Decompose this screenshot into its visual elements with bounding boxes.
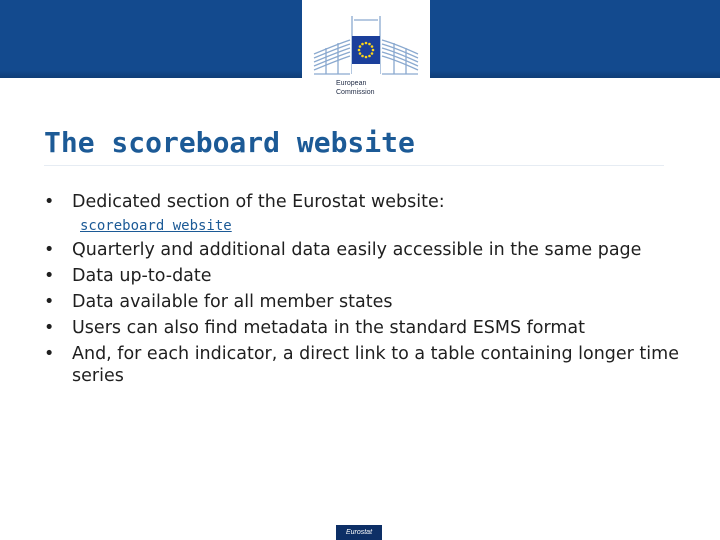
- bullet-item: [44, 265, 684, 287]
- logo-wordmark: [336, 79, 406, 97]
- title-divider: [44, 165, 664, 166]
- bullet-item: [44, 239, 684, 261]
- bullet-text: Dedicated section of the Eurostat website:: [72, 192, 445, 212]
- bullet-dot-icon: •: [44, 240, 55, 260]
- bullet-dot-icon: •: [44, 266, 55, 286]
- bullet-list: [44, 191, 684, 391]
- bullet-text: And, for each indicator, a direct link to a table containing longer time series: [72, 344, 679, 386]
- bullet-dot-icon: •: [44, 318, 55, 338]
- bullet-text: Data available for all member states: [72, 292, 393, 312]
- eurostat-footer-badge: Eurostat: [336, 525, 382, 540]
- european-commission-logo: [302, 0, 430, 104]
- bullet-item: [44, 191, 684, 235]
- logo-line-1: European: [336, 80, 367, 87]
- bullet-item: [44, 343, 684, 387]
- bullet-dot-icon: •: [44, 344, 55, 364]
- bullet-text: Quarterly and additional data easily accessible in the same page: [72, 240, 642, 260]
- bullet-item: [44, 291, 684, 313]
- scoreboard-website-link[interactable]: scoreboard website: [80, 218, 232, 234]
- bullet-dot-icon: •: [44, 292, 55, 312]
- bullet-text: Data up-to-date: [72, 266, 212, 286]
- bullet-text: Users can also find metadata in the standard ESMS format: [72, 318, 586, 338]
- commission-building-icon: [312, 14, 420, 76]
- bullet-dot-icon: •: [44, 192, 55, 212]
- bullet-item: [44, 317, 684, 339]
- slide-title: The scoreboard website: [44, 126, 415, 159]
- logo-line-2: Commission: [336, 89, 375, 96]
